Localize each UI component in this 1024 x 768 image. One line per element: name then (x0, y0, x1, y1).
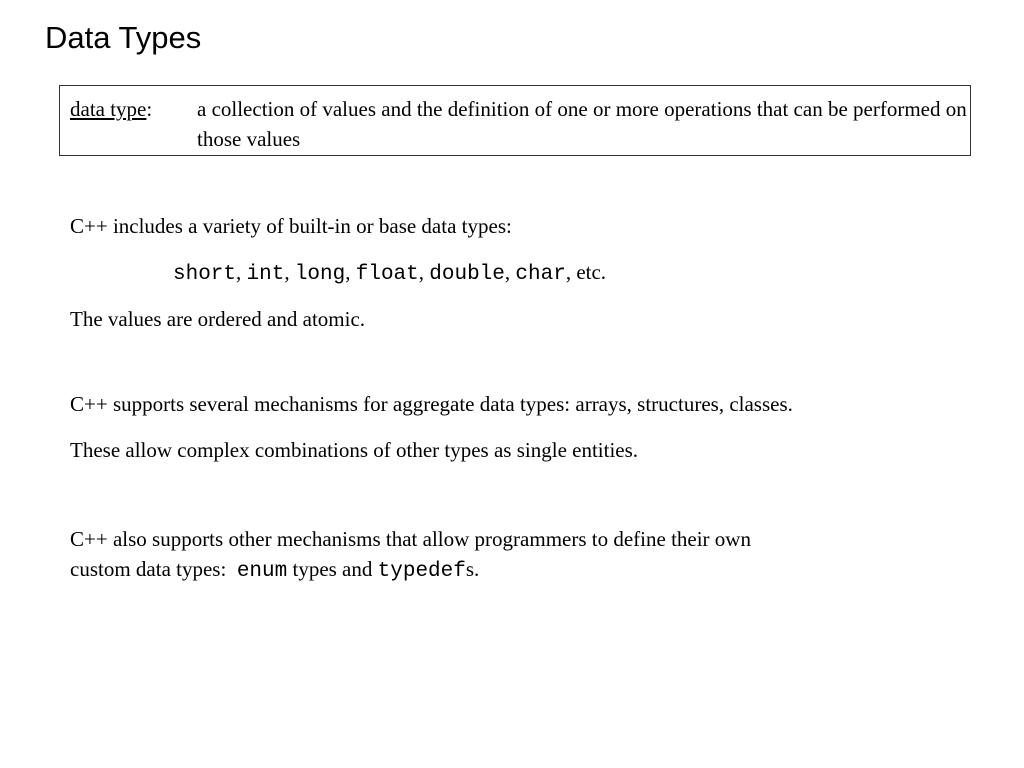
custom-types-text (70, 524, 970, 587)
typedef-keyword: typedef (377, 560, 466, 583)
combinations-text: These allow complex combinations of other types as single entities. (70, 438, 639, 462)
types-etc: , etc. (565, 260, 607, 284)
type-long: long (294, 263, 346, 286)
aggregate-types-text: C++ supports several mechanisms for aggregate data types: arrays, structures, classes. (70, 392, 793, 416)
custom-types-suffix: s. (465, 557, 480, 581)
slide-title: Data Types (45, 20, 202, 55)
enum-keyword: enum (236, 560, 288, 583)
type-separator: , (504, 260, 516, 284)
definition-term-word: data type (70, 97, 147, 121)
base-types-list (173, 257, 606, 290)
type-separator: , (236, 260, 247, 284)
custom-types-prefix: custom data types: (70, 557, 237, 581)
type-char: char (515, 263, 566, 286)
definition-text: a collection of values and the definition of one or more operations that can be performed on those values (197, 97, 967, 151)
type-separator: , (284, 260, 295, 284)
type-double: double (429, 263, 505, 286)
type-float: float (355, 263, 419, 286)
ordered-atomic-text: The values are ordered and atomic. (70, 307, 366, 331)
type-separator: , (345, 260, 356, 284)
definition-box (59, 85, 971, 156)
custom-types-line1: C++ also supports other mechanisms that allow programmers to define their own (70, 527, 751, 551)
type-short: short (173, 263, 237, 286)
definition-colon: : (146, 97, 153, 121)
type-int: int (246, 263, 285, 286)
custom-types-middle: types and (287, 557, 378, 581)
base-types-intro: C++ includes a variety of built-in or base data types: (70, 214, 512, 238)
definition-term (70, 94, 152, 124)
type-separator: , (418, 260, 430, 284)
